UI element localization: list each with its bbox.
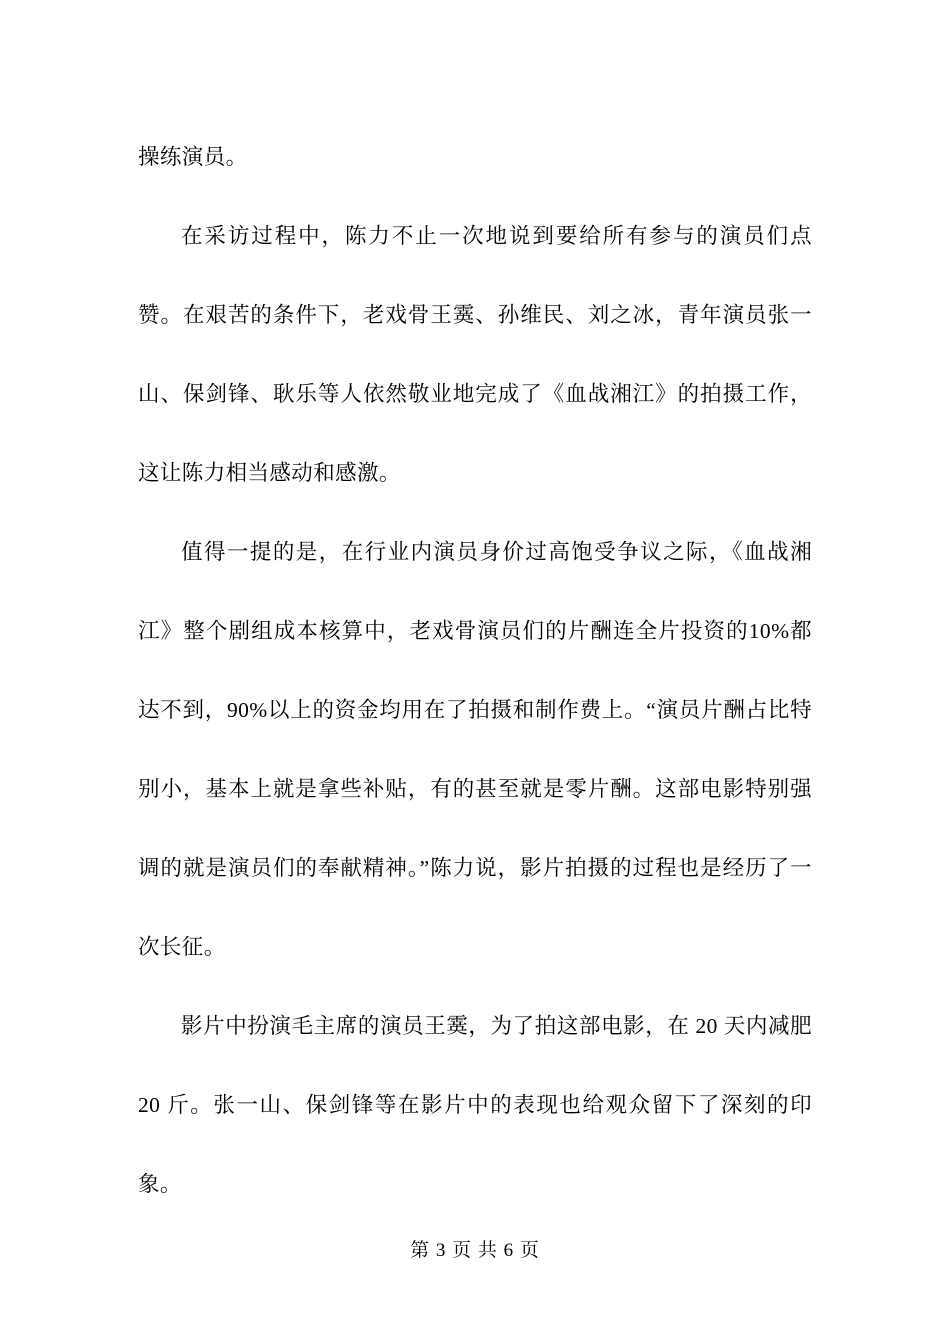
- paragraph-1: 操练演员。: [138, 145, 248, 169]
- paragraph-2: 在采访过程中，陈力不止一次地说到要给所有参与的演员们点赞。在艰苦的条件下，老戏骨王霙、孙维民、刘之冰，青年演员张一山、保剑锋、耿乐等人依然敬业地完成了《血战湘江》的拍摄工作，这让陈力相当感动和感激。: [138, 224, 812, 485]
- document-body: [138, 118, 812, 1224]
- page-number-text: 第 3 页 共 6 页: [410, 1240, 540, 1261]
- paragraph-4: 影片中扮演毛主席的演员王霙，为了拍这部电影，在 20 天内减肥 20 斤。张一山、保剑锋等在影片中的表现也给观众留下了深刻的印象。: [138, 1014, 812, 1196]
- page-footer: [0, 1235, 950, 1262]
- paragraph-3: 值得一提的是，在行业内演员身价过高饱受争议之际，《血战湘江》整个剧组成本核算中，老戏骨演员们的片酬连全片投资的10%都达不到，90%以上的资金均用在了拍摄和制作费上。“演员片酬占比特别小，基本上就是拿些补贴，有的甚至就是零片酬。这部电影特别强调的就是演员们的奉献精神。”陈力说，影片拍摄的过程也是经历了一次长征。: [138, 540, 812, 959]
